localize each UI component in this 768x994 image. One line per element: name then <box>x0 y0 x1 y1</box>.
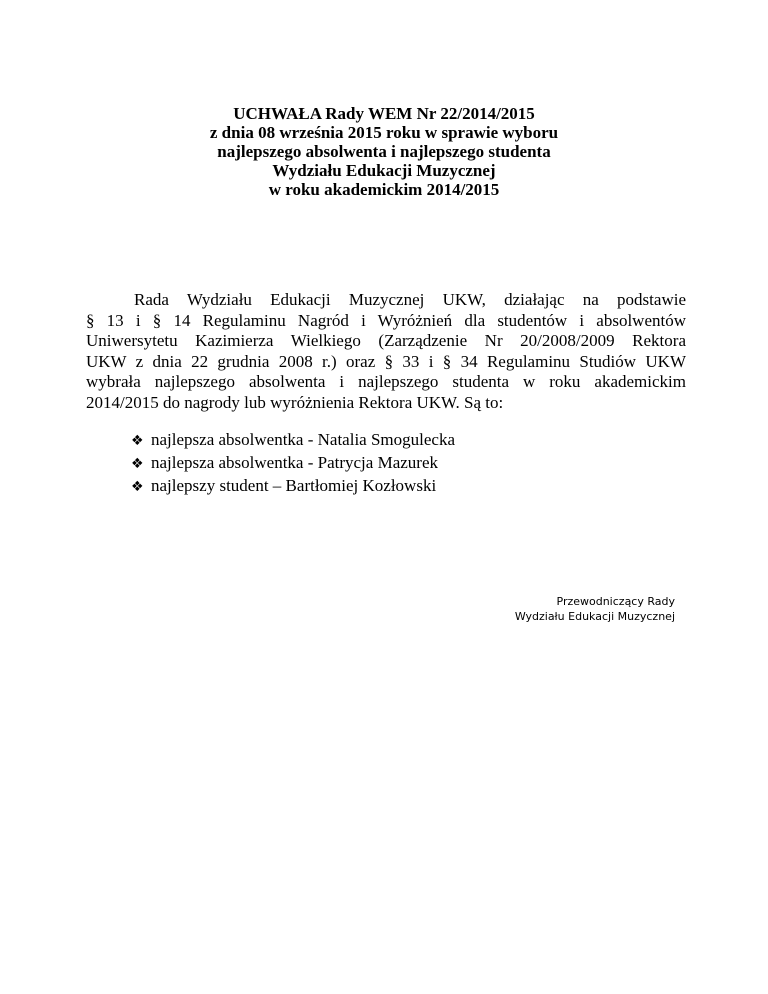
body-line: Rada Wydziału Edukacji Muzycznej UKW, działając na podstawie <box>134 290 686 309</box>
list-item <box>131 429 455 452</box>
title-line: Wydziału Edukacji Muzycznej <box>272 161 496 180</box>
list-item-text: najlepsza absolwentka - Natalia Smogulecka <box>151 430 455 449</box>
body-line: wybrała najlepszego absolwenta i najlepszego studenta w roku akademickim <box>86 372 686 391</box>
signature-block <box>480 594 675 624</box>
body-line: UKW z dnia 22 grudnia 2008 r.) oraz § 33 i § 34 Regulaminu Studiów UKW <box>86 351 686 371</box>
signature-line: Przewodniczący Rady <box>556 595 675 608</box>
title-line: w roku akademickim 2014/2015 <box>268 180 500 199</box>
resolution-body <box>86 290 686 413</box>
title-line: UCHWAŁA Rady WEM Nr 22/2014/2015 <box>233 104 535 123</box>
list-item <box>131 452 455 475</box>
list-item-text: najlepszy student – Bartłomiej Kozłowski <box>151 476 437 495</box>
awardee-list <box>131 429 455 498</box>
diamond-bullet-icon: ❖ <box>131 433 144 449</box>
title-line: z dnia 08 września 2015 roku w sprawie wyboru <box>209 123 559 142</box>
body-line: 2014/2015 do nagrody lub wyróżnienia Rektora UKW. Są to: <box>86 392 504 412</box>
diamond-bullet-icon: ❖ <box>131 456 144 472</box>
diamond-bullet-icon: ❖ <box>131 479 144 495</box>
title-line: najlepszego absolwenta i najlepszego studenta <box>217 142 551 161</box>
resolution-title <box>0 104 768 199</box>
body-line: Uniwersytetu Kazimierza Wielkiego (Zarządzenie Nr 20/2008/2009 Rektora <box>86 331 686 350</box>
body-line: § 13 i § 14 Regulaminu Nagród i Wyróżnień dla studentów i absolwentów <box>86 310 686 330</box>
signature-line: Wydziału Edukacji Muzycznej <box>514 610 675 623</box>
list-item <box>131 475 455 498</box>
list-item-text: najlepsza absolwentka - Patrycja Mazurek <box>151 453 438 472</box>
